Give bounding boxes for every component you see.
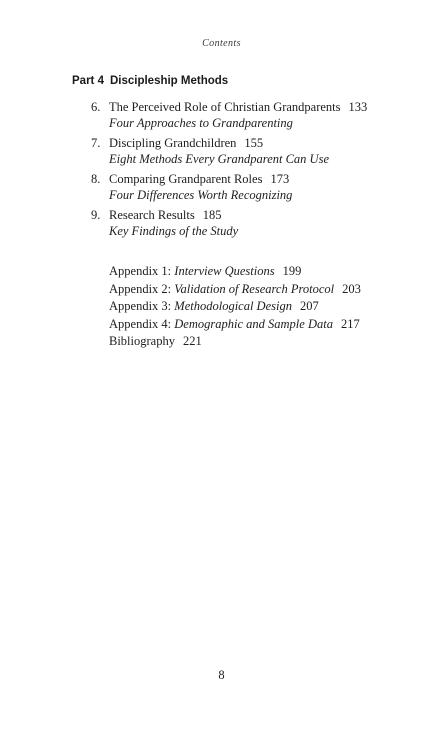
chapter-subtitle: Four Approaches to Grandparenting [109,116,293,130]
part-title: Discipleship Methods [109,75,229,87]
toc-entry-appendix-1[interactable] [109,263,429,281]
chapter-list [91,99,421,243]
part-label: Part 4 [72,75,104,87]
chapter-title: The Perceived Role of Christian Grandparents [109,100,341,114]
toc-entry-chapter-7[interactable] [91,135,421,167]
chapter-title: Comparing Grandparent Roles [109,172,263,186]
entry-prefix: Appendix 3: [109,299,175,314]
chapter-number: 7. [91,136,101,150]
page-number: 221 [182,334,202,349]
entry-prefix: Appendix 4: [109,316,175,331]
running-head: Contents [202,38,241,49]
chapter-title: Research Results [109,208,195,222]
page-number: 185 [202,208,222,222]
toc-entry-chapter-6[interactable] [91,99,421,131]
toc-entry-chapter-8[interactable] [91,171,421,203]
entry-title: Validation of Research Protocol [174,281,335,296]
entry-prefix: Appendix 1: [109,264,175,278]
entry-title: Methodological Design [174,299,292,314]
page-number: 133 [348,100,368,114]
toc-entry-chapter-9[interactable] [91,207,421,239]
chapter-subtitle: Key Findings of the Study [109,224,239,238]
page-number: 173 [270,172,290,186]
entry-title: Interview Questions [174,264,275,278]
page-number: 207 [299,299,319,314]
chapter-number: 6. [91,100,101,114]
page-number: 203 [342,281,361,296]
part-heading [72,75,228,87]
chapter-subtitle: Four Differences Worth Recognizing [109,188,293,202]
back-matter-list [109,263,429,351]
page-number: 217 [340,316,360,331]
entry-prefix: Bibliography [109,334,175,349]
toc-entry-appendix-2[interactable] [109,281,429,299]
entry-title: Demographic and Sample Data [174,316,333,331]
toc-entry-appendix-4[interactable] [109,316,429,334]
chapter-number: 9. [91,208,101,222]
entry-prefix: Appendix 2: [109,281,175,296]
chapter-title: Discipling Grandchildren [109,136,237,150]
page-number: 155 [244,136,264,150]
chapter-number: 8. [91,172,101,186]
page-number: 199 [282,264,302,278]
toc-entry-bibliography[interactable] [109,333,429,351]
chapter-subtitle: Eight Methods Every Grandparent Can Use [109,152,329,166]
page-folio: 8 [218,668,225,682]
toc-entry-appendix-3[interactable] [109,298,429,316]
